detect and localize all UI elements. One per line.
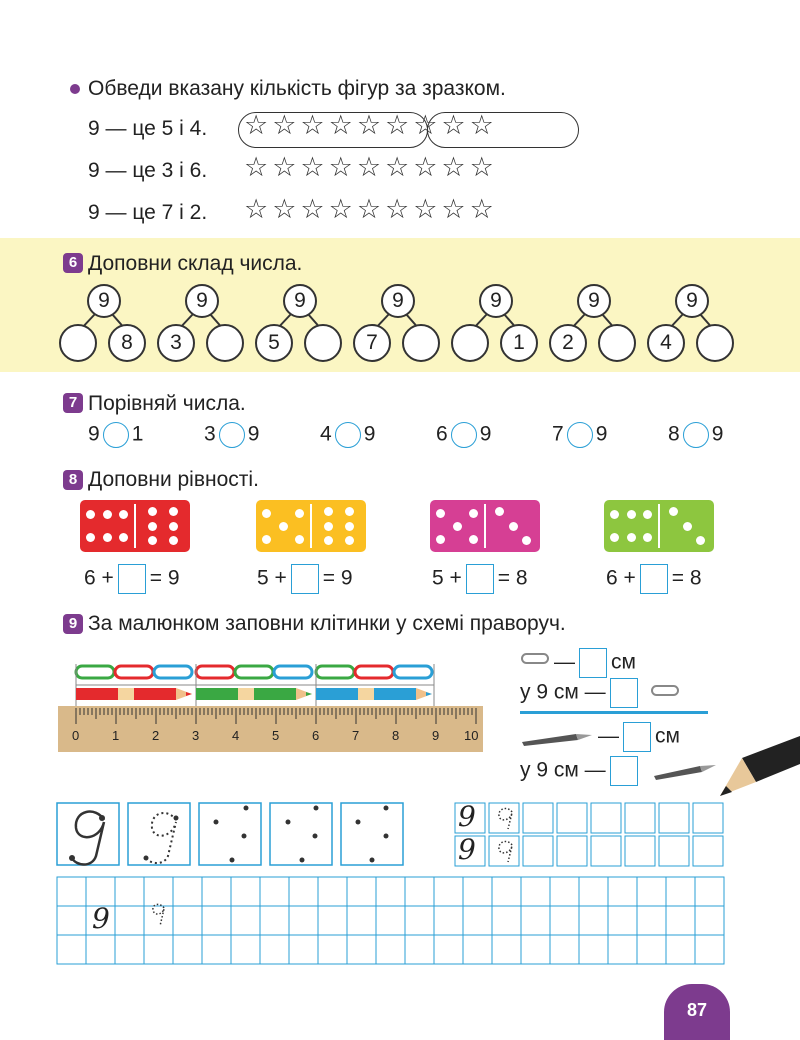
- domino-pip: [469, 509, 478, 518]
- compare-input[interactable]: [219, 422, 245, 448]
- writing-small-grid[interactable]: [454, 802, 724, 868]
- domino-pip: [643, 533, 652, 542]
- tree-top: 9: [87, 284, 121, 318]
- tree-left-input[interactable]: [59, 324, 97, 362]
- domino-divider: [310, 504, 312, 548]
- paperclip-icon: [154, 666, 192, 678]
- page-number: 87: [664, 984, 730, 1040]
- domino-pip: [469, 535, 478, 544]
- star-row-label-1: 9 — це 5 і 4.: [88, 117, 208, 140]
- compare-pair: [204, 422, 259, 448]
- tree-left: 4: [647, 324, 685, 362]
- domino-pip: [453, 522, 462, 531]
- task6-title: Доповни склад числа.: [88, 252, 303, 275]
- domino-pip: [103, 533, 112, 542]
- domino-pip: [169, 522, 178, 531]
- unit: см: [611, 650, 636, 674]
- domino: [80, 500, 190, 552]
- domino-pip: [436, 535, 445, 544]
- compare-b: 9: [363, 422, 376, 446]
- tree-top: 9: [577, 284, 611, 318]
- star-row-3[interactable]: ☆☆☆☆☆☆☆☆☆: [244, 194, 498, 225]
- domino-pip: [148, 507, 157, 516]
- domino-pip: [119, 510, 128, 519]
- tree-right-input[interactable]: [598, 324, 636, 362]
- pencil-icon: [196, 688, 312, 700]
- grid-digit: 9: [92, 902, 110, 935]
- domino-pip: [696, 536, 705, 545]
- scheme-input-4[interactable]: [610, 756, 638, 786]
- tree-right-input[interactable]: [402, 324, 440, 362]
- tree-right: 8: [108, 324, 146, 362]
- paperclip-icon: [76, 666, 114, 678]
- domino-pip: [522, 536, 531, 545]
- task8-number: 8: [63, 470, 83, 490]
- equation: [257, 564, 353, 594]
- eq-input[interactable]: [640, 564, 668, 594]
- compare-pair: [668, 422, 723, 448]
- domino: [256, 500, 366, 552]
- domino-pip: [262, 535, 271, 544]
- paperclip-icon: [196, 666, 234, 678]
- compare-pair: [320, 422, 375, 448]
- tree-left-input[interactable]: [451, 324, 489, 362]
- domino-pip: [669, 507, 678, 516]
- compare-b: 1: [131, 422, 144, 446]
- task7-number: 7: [63, 393, 83, 413]
- domino-pip: [643, 510, 652, 519]
- equation: [606, 564, 702, 594]
- tree-right: 1: [500, 324, 538, 362]
- tree-left: 2: [549, 324, 587, 362]
- eq-result: = 9: [322, 566, 353, 590]
- paperclip-icon: [520, 652, 550, 666]
- paperclip-icon: [316, 666, 354, 678]
- scheme-divider: [520, 711, 708, 714]
- ruler-tick-label: 1: [112, 728, 120, 743]
- compare-input[interactable]: [567, 422, 593, 448]
- paperclip-icon: [235, 666, 273, 678]
- eq-result: = 9: [149, 566, 180, 590]
- writing-grid[interactable]: [56, 876, 726, 966]
- paperclip-icon: [355, 666, 393, 678]
- pencil-icon: [518, 728, 598, 748]
- domino-pip: [324, 507, 333, 516]
- ruler-tick-label: 3: [192, 728, 200, 743]
- ruler-tick-label: 10: [464, 728, 479, 743]
- equation: [84, 564, 180, 594]
- tree-top: 9: [381, 284, 415, 318]
- task9-number: 9: [63, 614, 83, 634]
- compare-b: 9: [711, 422, 724, 446]
- star-row-label-2: 9 — це 3 і 6.: [88, 159, 208, 182]
- compare-a: 8: [668, 422, 680, 446]
- domino-pip: [86, 533, 95, 542]
- eq-left: 6 +: [606, 566, 636, 590]
- compare-pair: [88, 422, 143, 448]
- pencil-icon: [650, 760, 720, 780]
- paperclip-icon: [115, 666, 153, 678]
- task-intro-text: Обведи вказану кількість фігур за зразком.: [88, 77, 506, 100]
- compare-a: 4: [320, 422, 332, 446]
- scheme-prefix: у 9 см —: [520, 758, 606, 782]
- eq-result: = 8: [671, 566, 702, 590]
- compare-b: 9: [479, 422, 492, 446]
- tree-right-input[interactable]: [696, 324, 734, 362]
- ruler-tick-label: 0: [72, 728, 80, 743]
- eq-input[interactable]: [291, 564, 319, 594]
- compare-input[interactable]: [683, 422, 709, 448]
- domino-divider: [658, 504, 660, 548]
- task7-title: Порівняй числа.: [88, 392, 246, 415]
- compare-input[interactable]: [335, 422, 361, 448]
- tree-top: 9: [283, 284, 317, 318]
- star-row-2[interactable]: ☆☆☆☆☆☆☆☆☆: [244, 152, 498, 183]
- domino-pip: [610, 533, 619, 542]
- eq-result: = 8: [497, 566, 528, 590]
- domino-pip: [279, 522, 288, 531]
- scheme-input-2[interactable]: [610, 678, 638, 708]
- ruler-tick-label: 2: [152, 728, 160, 743]
- domino-pip: [119, 533, 128, 542]
- domino-pip: [610, 510, 619, 519]
- domino-pip: [86, 510, 95, 519]
- domino-pip: [345, 522, 354, 531]
- dash: —: [554, 650, 575, 674]
- scheme-line-3: [598, 722, 680, 752]
- compare-pair: [552, 422, 607, 448]
- tree-top: 9: [185, 284, 219, 318]
- writing-sample-boxes: [56, 800, 416, 870]
- domino-pip: [436, 509, 445, 518]
- unit: см: [655, 724, 680, 748]
- domino-pip: [324, 536, 333, 545]
- eq-left: 6 +: [84, 566, 114, 590]
- tree-left: 5: [255, 324, 293, 362]
- domino-pip: [627, 533, 636, 542]
- ruler-labels: [58, 728, 488, 748]
- ruler-tick-label: 4: [232, 728, 240, 743]
- compare-a: 7: [552, 422, 564, 446]
- compare-input[interactable]: [103, 422, 129, 448]
- big-pencil-icon: [712, 736, 800, 800]
- eq-left: 5 +: [432, 566, 462, 590]
- compare-b: 9: [247, 422, 260, 446]
- domino-pip: [495, 507, 504, 516]
- tree-right-input[interactable]: [304, 324, 342, 362]
- tree-top: 9: [675, 284, 709, 318]
- ruler-tick-label: 8: [392, 728, 400, 743]
- scheme-input-1[interactable]: [579, 648, 607, 678]
- tree-top: 9: [479, 284, 513, 318]
- task9-title: За малюнком заповни клітинки у схемі праворуч.: [88, 612, 566, 635]
- ruler-tick-label: 6: [312, 728, 320, 743]
- domino-divider: [134, 504, 136, 548]
- domino-pip: [345, 507, 354, 516]
- domino-pip: [262, 509, 271, 518]
- scheme-prefix: у 9 см —: [520, 680, 606, 704]
- compare-a: 3: [204, 422, 216, 446]
- domino-divider: [484, 504, 486, 548]
- domino-pip: [295, 509, 304, 518]
- tree-left: 3: [157, 324, 195, 362]
- scheme-line-2: [520, 678, 642, 708]
- compare-pair: [436, 422, 491, 448]
- domino-pip: [295, 535, 304, 544]
- compare-a: 6: [436, 422, 448, 446]
- sample-digit: 9: [458, 800, 476, 833]
- ruler-tick-label: 5: [272, 728, 280, 743]
- dash: —: [598, 724, 619, 748]
- scheme-input-3[interactable]: [623, 722, 651, 752]
- domino-pip: [509, 522, 518, 531]
- domino-pip: [169, 507, 178, 516]
- scheme-line-4: [520, 756, 642, 786]
- domino: [604, 500, 714, 552]
- tree-right-input[interactable]: [206, 324, 244, 362]
- eq-left: 5 +: [257, 566, 287, 590]
- domino-pip: [148, 522, 157, 531]
- ruler-tick-label: 7: [352, 728, 360, 743]
- domino-pip: [148, 536, 157, 545]
- paperclip-icon: [394, 666, 432, 678]
- compare-input[interactable]: [451, 422, 477, 448]
- task8-title: Доповни рівності.: [88, 468, 259, 491]
- ruler-tick-label: 9: [432, 728, 440, 743]
- domino-pip: [103, 510, 112, 519]
- eq-input[interactable]: [118, 564, 146, 594]
- task6-number: 6: [63, 253, 83, 273]
- paperclip-icon: [274, 666, 312, 678]
- sample-digit: 9: [458, 833, 476, 866]
- compare-a: 9: [88, 422, 100, 446]
- domino-pip: [627, 510, 636, 519]
- domino-pip: [683, 522, 692, 531]
- paperclip-icon: [650, 684, 680, 698]
- compare-b: 9: [595, 422, 608, 446]
- domino-pip: [169, 536, 178, 545]
- domino-pip: [345, 536, 354, 545]
- domino-pip: [324, 522, 333, 531]
- scheme-line-1: [554, 648, 636, 678]
- star-row-1[interactable]: ☆☆☆☆☆☆☆☆☆: [244, 110, 498, 141]
- pencil-icon: [76, 688, 192, 700]
- tree-left: 7: [353, 324, 391, 362]
- eq-input[interactable]: [466, 564, 494, 594]
- equation: [432, 564, 528, 594]
- pencil-icon: [316, 688, 432, 700]
- domino: [430, 500, 540, 552]
- star-row-label-3: 9 — це 7 і 2.: [88, 201, 208, 224]
